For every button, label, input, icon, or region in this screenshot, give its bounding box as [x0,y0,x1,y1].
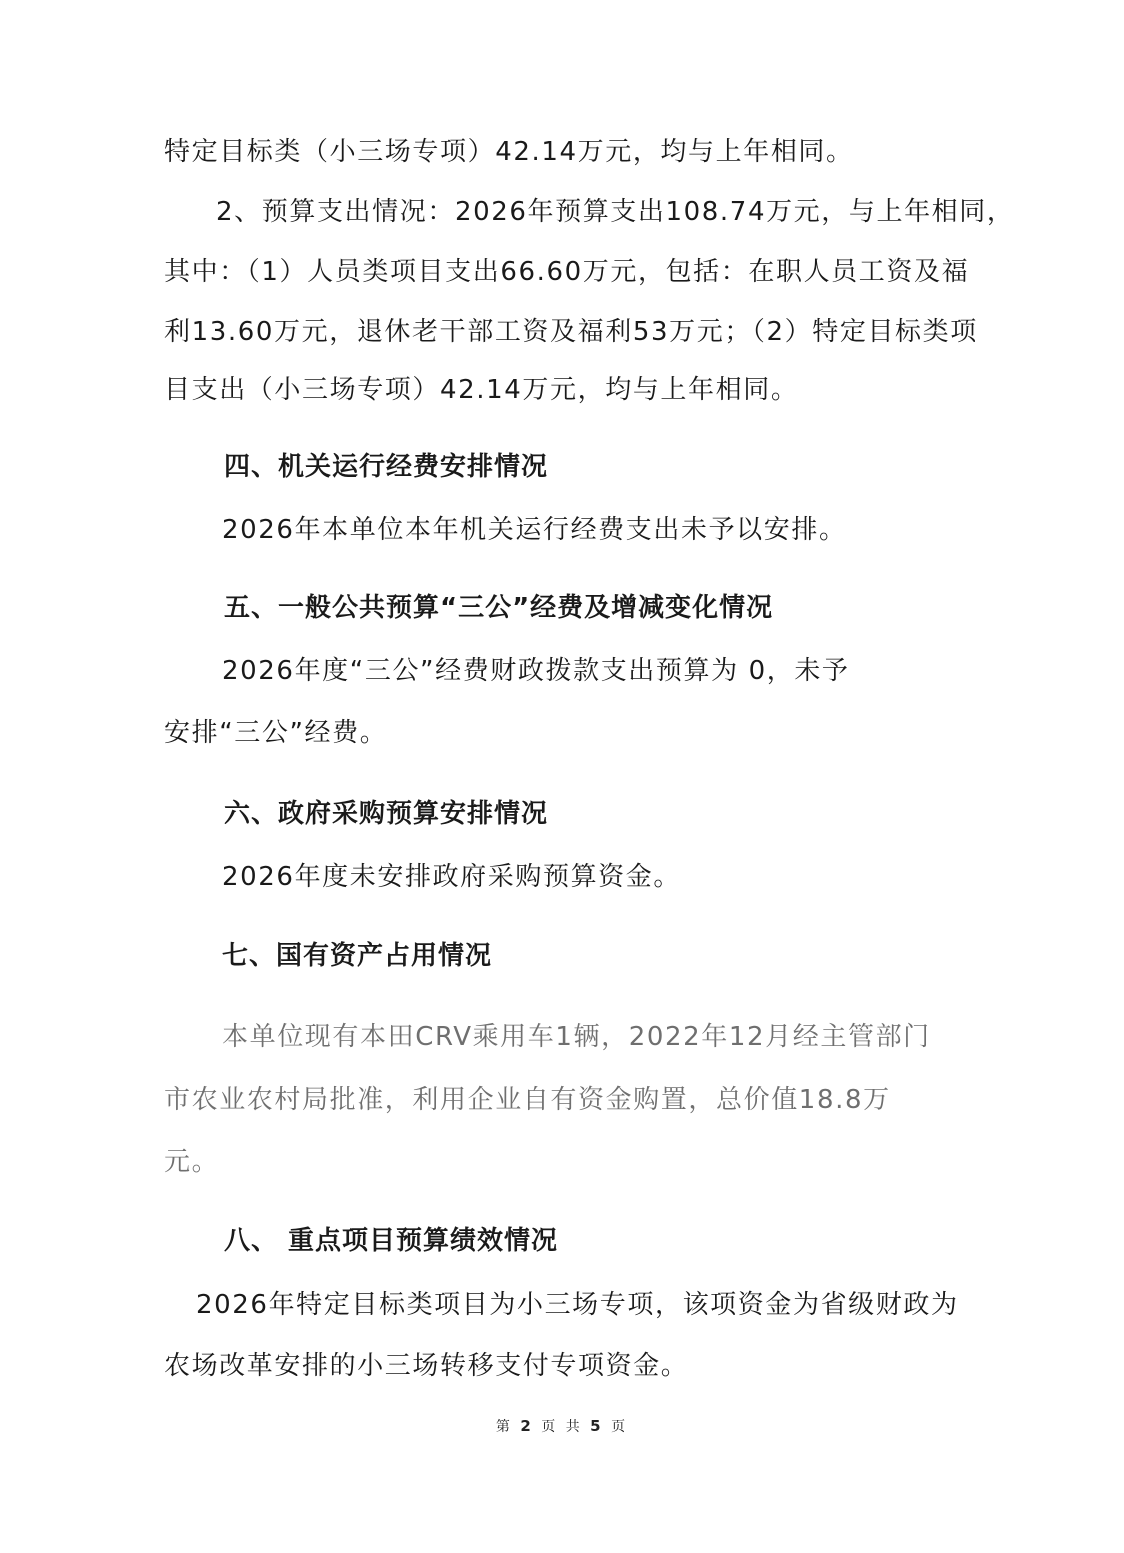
page-number-footer [0,1416,1124,1437]
section-heading-4: 四、机关运行经费安排情况 [224,452,549,482]
footer-prefix: 第 [495,1419,513,1435]
paragraph-line: 农场改革安排的小三场转移支付专项资金。 [164,1351,689,1381]
paragraph-line: 利13.60万元，退休老干部工资及福利53万元；（2）特定目标类项 [164,317,978,347]
section-heading-6: 六、政府采购预算安排情况 [224,799,549,829]
paragraph-line: 2026年度“三公”经费财政拨款支出预算为 0，未予 [222,656,850,686]
footer-suffix: 页 [611,1419,629,1435]
paragraph-line: 2026年度未安排政府采购预算资金。 [222,862,681,892]
paragraph-line: 市农业农村局批准，利用企业自有资金购置，总价值18.8万 [164,1085,891,1115]
paragraph-line: 元。 [164,1147,220,1177]
paragraph-line: 目支出（小三场专项）42.14万元，均与上年相同。 [164,375,799,405]
total-page-number: 5 [590,1417,604,1435]
paragraph-line: 安排“三公”经费。 [164,718,388,748]
current-page-number: 2 [520,1417,534,1435]
paragraph-line: 2026年特定目标类项目为小三场专项，该项资金为省级财政为 [196,1290,959,1320]
paragraph-line: 2026年本单位本年机关运行经费支出未予以安排。 [222,515,847,545]
paragraph-line: 本单位现有本田CRV乘用车1辆，2022年12月经主管部门 [222,1022,931,1052]
section-heading-5: 五、一般公共预算“三公”经费及增减变化情况 [224,593,774,623]
footer-middle: 页 共 [541,1419,583,1435]
paragraph-line: 2、预算支出情况：2026年预算支出108.74万元，与上年相同， [216,197,1015,227]
paragraph-line: 其中：（1）人员类项目支出66.60万元，包括：在职人员工资及福 [164,257,970,287]
section-heading-7: 七、国有资产占用情况 [222,941,493,971]
paragraph-line: 特定目标类（小三场专项）42.14万元，均与上年相同。 [164,137,854,167]
section-heading-8: 八、 重点项目预算绩效情况 [224,1226,559,1256]
